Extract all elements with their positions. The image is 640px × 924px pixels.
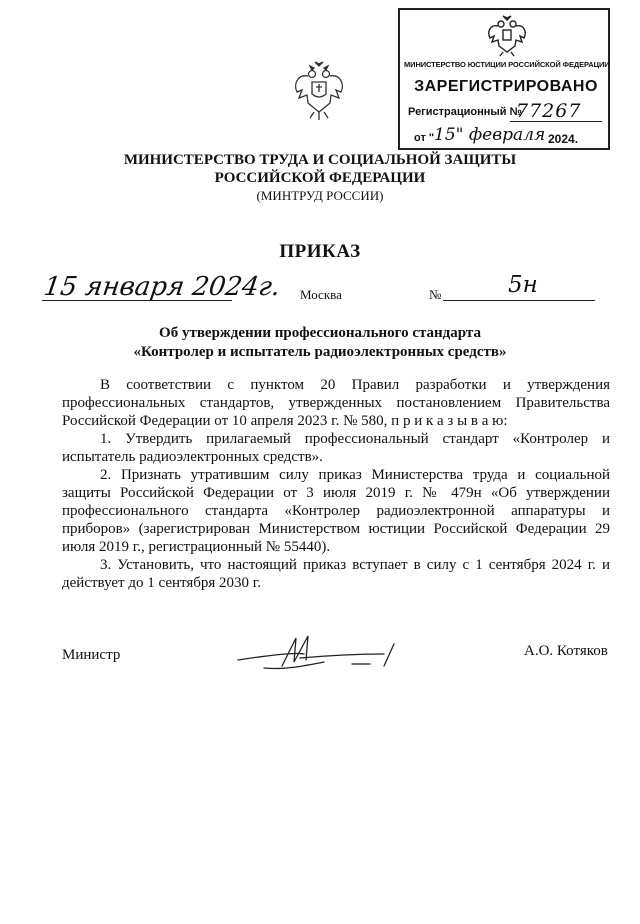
order-item-1: 1. Утвердить прилагаемый профессиональный стандарт «Контролер и испытатель радиоэлектронных средств». (62, 431, 610, 465)
stamp-year: 2024. (548, 132, 579, 146)
stamp-date: 15" февраля (434, 125, 546, 145)
order-date: 15 января 2024г. (41, 272, 283, 302)
signer-title: Министр (62, 647, 121, 663)
registration-stamp (398, 8, 610, 150)
order-date-underline (42, 300, 232, 301)
coat-of-arms-icon (484, 12, 530, 58)
coat-of-arms-icon (290, 60, 348, 122)
signer-name: А.О. Котяков (524, 643, 608, 659)
signature-image (234, 632, 414, 676)
order-item-3: 3. Установить, что настоящий приказ вступает в силу с 1 сентября 2024 г. и действует до 1 сентября 2030 г. (62, 557, 610, 591)
stamp-reg-number: 77267 (516, 100, 582, 122)
stamp-date-prefix: от " (414, 132, 435, 144)
order-number: 5н (508, 272, 538, 298)
document-body (62, 376, 610, 592)
stamp-status: ЗАРЕГИСТРИРОВАНО (414, 78, 598, 95)
stamp-reg-underline (510, 121, 602, 122)
stamp-reg-label: Регистрационный № (408, 106, 522, 118)
ministry-name-line1: МИНИСТЕРСТВО ТРУДА И СОЦИАЛЬНОЙ ЗАЩИТЫ (123, 152, 517, 168)
stamp-ministry-name: МИНИСТЕРСТВО ЮСТИЦИИ РОССИЙСКОЙ ФЕДЕРАЦИИ (404, 60, 610, 69)
ministry-name-line2: РОССИЙСКОЙ ФЕДЕРАЦИИ (214, 170, 426, 186)
order-item-2: 2. Признать утратившим силу приказ Министерства труда и социальной защиты Российской Федерации от 3 июля 2019 г. № 479н «Об утверждении профессионального стандарта «Контролер радиоэлектронной аппаратуры и приборов» (зарегистрирован Министерством юстиции Российской Федерации 29 июля 2019 г., регистрационный № 55440). (62, 467, 610, 555)
order-city: Москва (300, 287, 342, 302)
document-type: ПРИКАЗ (279, 241, 361, 262)
document-title-line2: «Контролер и испытатель радиоэлектронных средств» (133, 344, 507, 360)
order-number-underline (443, 300, 595, 301)
order-number-label: № (429, 287, 442, 302)
document-title-line1: Об утверждении профессионального стандарта (159, 325, 481, 341)
intro-paragraph: В соответствии с пунктом 20 Правил разработки и утверждения профессиональных стандартов, утвержденных постановлением Правительства Российской Федерации от 10 апреля 2023 г. № 580, п р и к а з ы в а ю: (62, 377, 610, 429)
ministry-short-name: (МИНТРУД РОССИИ) (256, 188, 384, 203)
